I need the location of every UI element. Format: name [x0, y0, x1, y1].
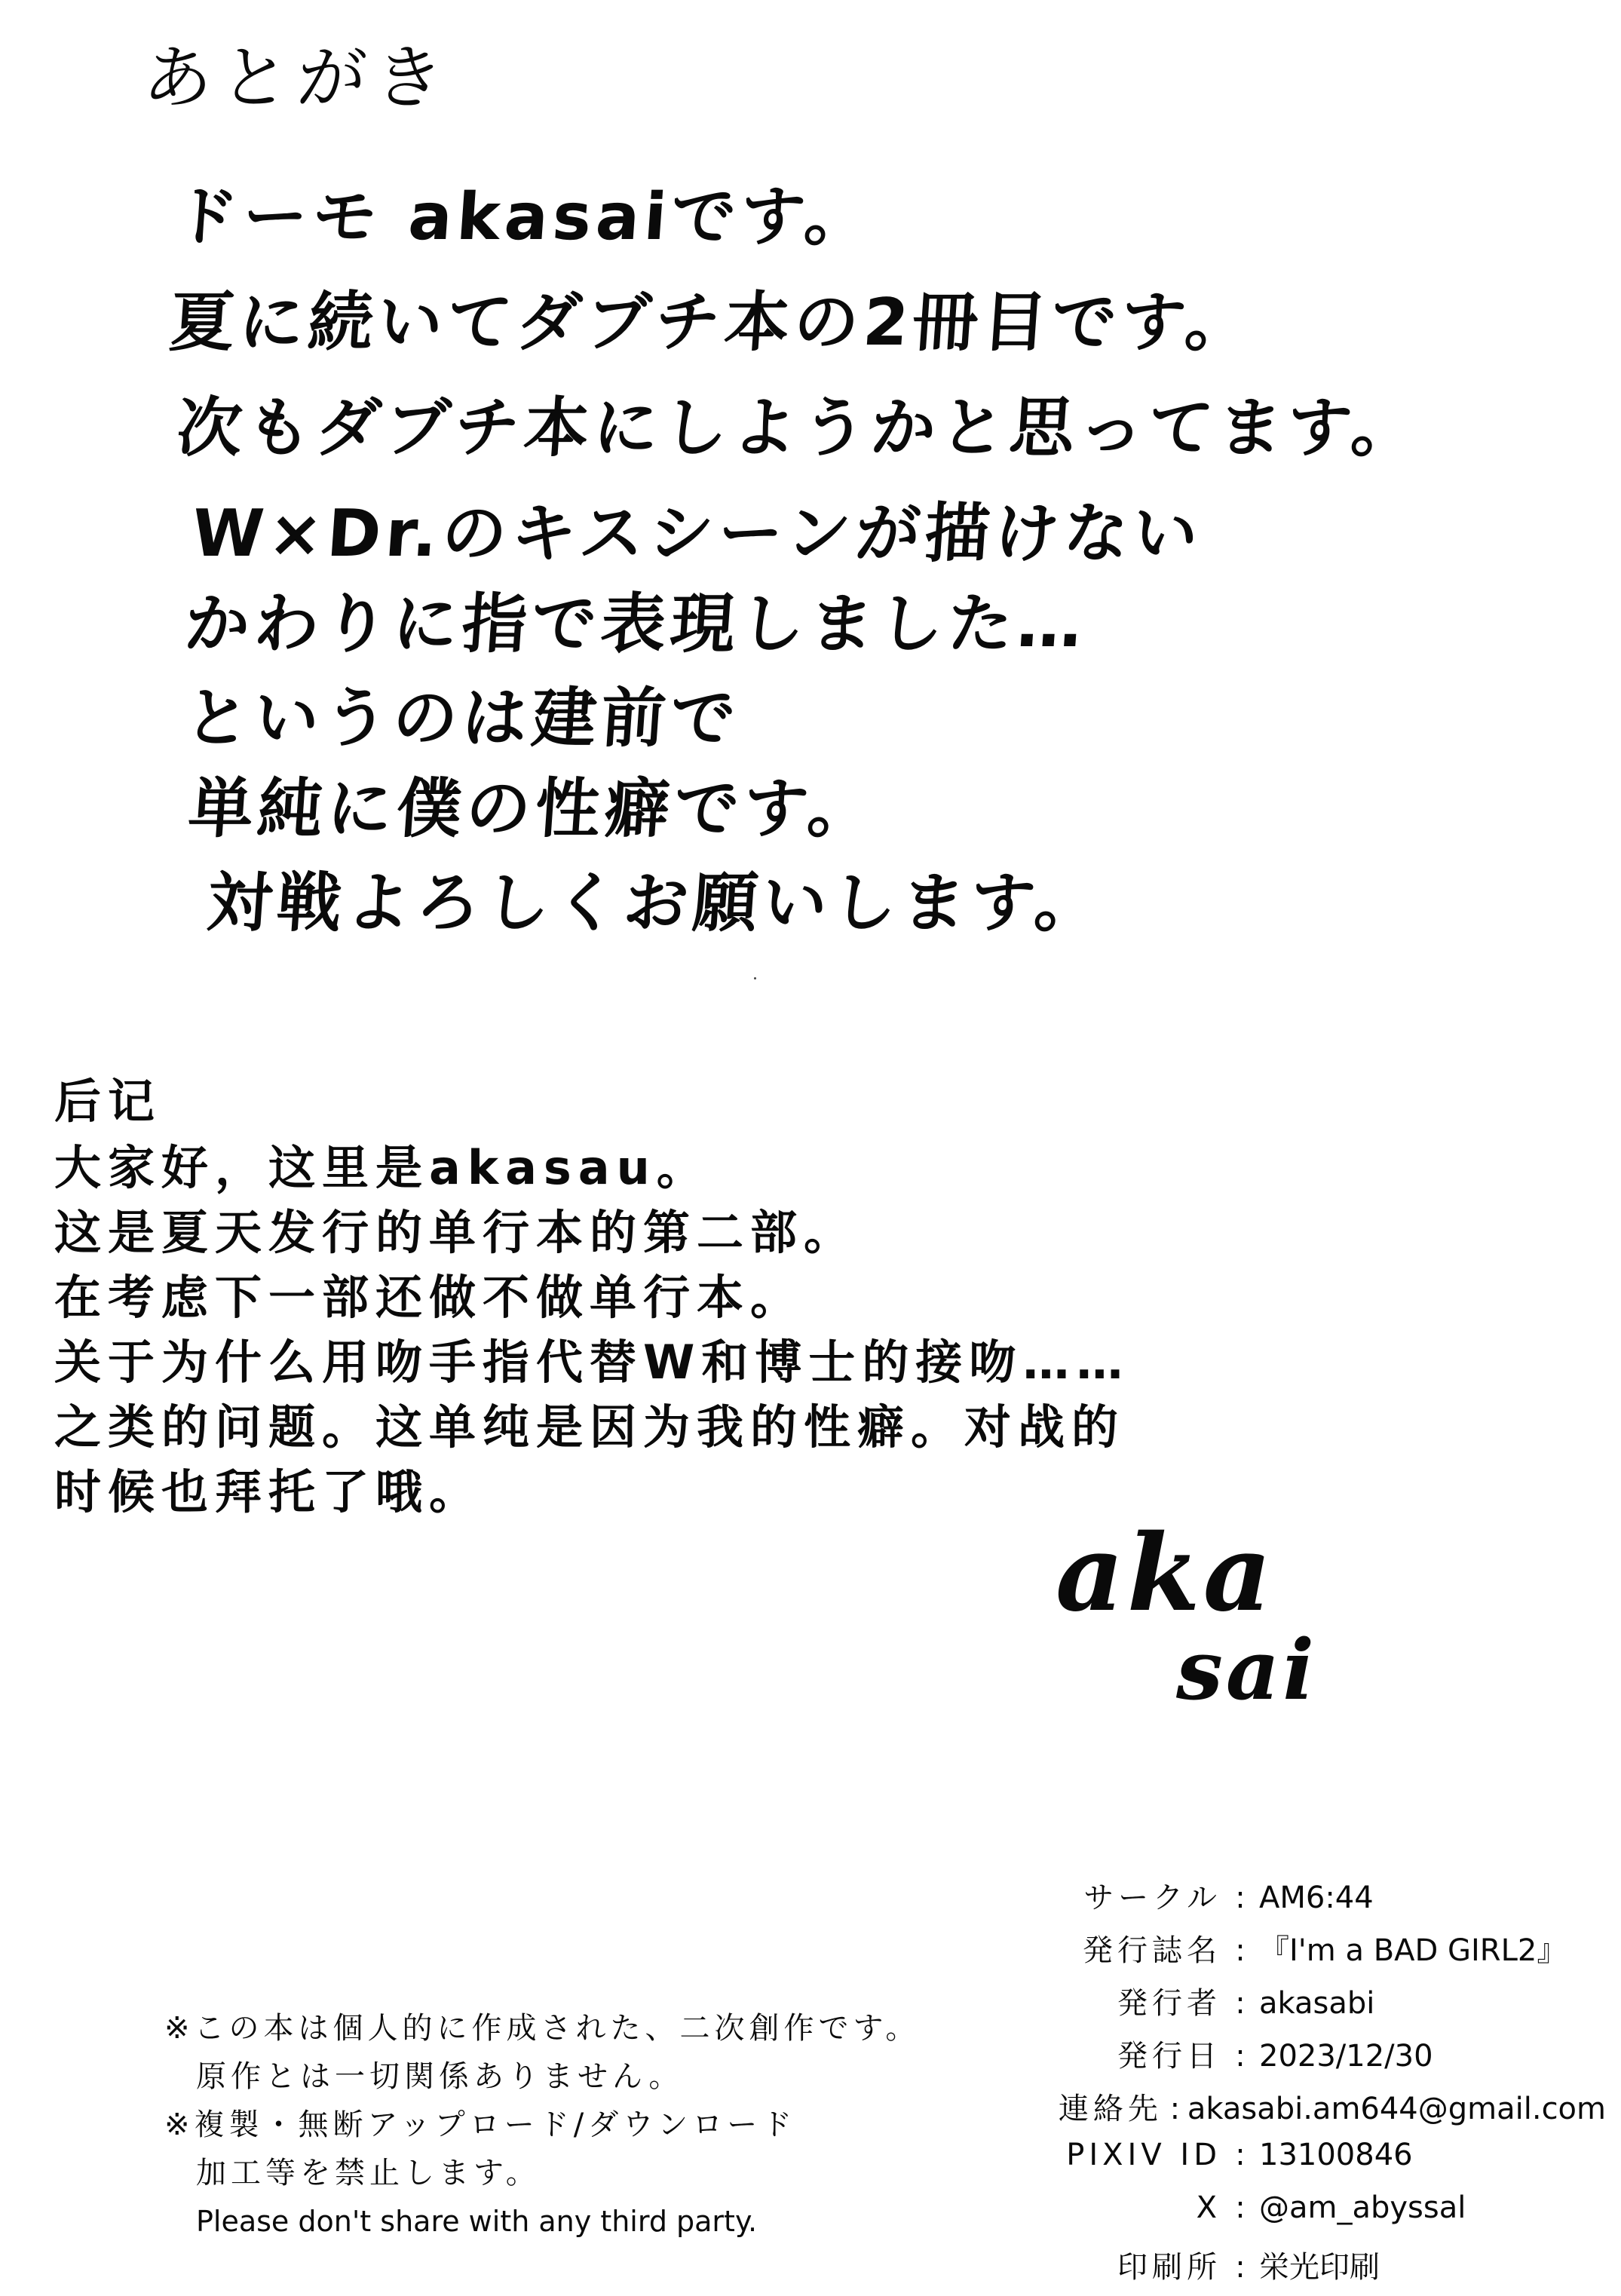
colophon-value-email: akasabi.am644@gmail.com — [1187, 2092, 1606, 2126]
note-line: 加工等を禁止します。 — [196, 2156, 541, 2190]
colophon-row-title — [1048, 1927, 1606, 1979]
colophon-row-contact — [1048, 2085, 1606, 2138]
note-line-english: Please don't share with any third party. — [196, 2205, 758, 2238]
colophon-separator: : — [1235, 2039, 1246, 2074]
colophon-value: 栄光印刷 — [1259, 2250, 1380, 2285]
colophon-label: 発行日 — [1117, 2039, 1221, 2074]
colophon-label: 連絡先 — [1058, 2092, 1163, 2126]
afterword-jp-title: あとがき — [140, 38, 454, 118]
colophon-row-date — [1048, 2032, 1606, 2085]
colophon-label: 発行者 — [1117, 1986, 1221, 2021]
afterword-cn-line: 关于为什么用吻手指代替W和博士的接吻…… — [54, 1335, 1130, 1390]
afterword-cn-line: 在考虑下一部还做不做单行本。 — [54, 1270, 804, 1325]
colophon-label: 印刷所 — [1117, 2250, 1221, 2285]
afterword-jp-line: というのは建前で — [182, 681, 743, 756]
afterword-jp-line: かわりに指で表現しました… — [182, 587, 1089, 662]
signature-line-1: aka — [1056, 1512, 1275, 1635]
colophon-row-x — [1048, 2190, 1606, 2243]
afterword-jp-line: 夏に続いてダブチ本の2冊目です。 — [167, 285, 1258, 360]
colophon-separator: : — [1235, 1881, 1246, 1915]
afterword-jp-line: 対戦よろしくお願いします。 — [204, 866, 1107, 941]
afterword-cn-line: 大家好，这里是akasau。 — [54, 1140, 710, 1195]
colophon-row-circle — [1048, 1874, 1606, 1927]
colophon-value: 13100846 — [1259, 2138, 1413, 2172]
colophon-separator: : — [1235, 2250, 1246, 2285]
colophon-row-printer — [1048, 2243, 1606, 2296]
afterword-cn-title: 后记 — [54, 1074, 162, 1129]
colophon-separator: : — [1235, 2190, 1246, 2225]
colophon-label: X — [1196, 2190, 1221, 2225]
afterword-jp-line: ドーモ akasaiです。 — [170, 179, 877, 255]
colophon-separator: : — [1235, 1933, 1246, 1968]
colophon-label: PIXIV ID — [1066, 2138, 1221, 2172]
colophon-separator: : — [1235, 2138, 1246, 2172]
disclaimer-notes — [164, 2004, 1031, 2245]
signature-line-2: sai — [1176, 1621, 1317, 1718]
afterword-jp-line: 単純に僕の性癖です。 — [185, 771, 880, 847]
stray-dot — [754, 977, 756, 979]
afterword-jp-line: 次もダブチ本にしようかと思ってます。 — [174, 391, 1423, 466]
colophon — [1048, 1874, 1606, 2296]
colophon-value: @am_abyssal — [1259, 2190, 1466, 2225]
afterword-jp-line: W×Dr.のキスシーンが描けない — [189, 496, 1206, 572]
colophon-label: 発行誌名 — [1083, 1933, 1221, 1968]
colophon-separator: : — [1169, 2092, 1181, 2126]
note-line: ※複製・無断アップロード/ダウンロード — [164, 2107, 797, 2142]
colophon-label: サークル — [1083, 1881, 1221, 1915]
afterword-cn-line: 之类的问题。这单纯是因为我的性癖。对战的 — [54, 1399, 1126, 1455]
afterword-cn-line: 这是夏天发行的单行本的第二部。 — [54, 1205, 858, 1260]
note-line: 原作とは一切関係ありません。 — [196, 2059, 684, 2094]
colophon-value: akasabi — [1259, 1986, 1375, 2021]
colophon-row-publisher — [1048, 1979, 1606, 2032]
colophon-value: 2023/12/30 — [1259, 2039, 1433, 2074]
colophon-value: AM6:44 — [1259, 1881, 1374, 1915]
colophon-value: 『I'm a BAD GIRL2』 — [1259, 1933, 1567, 1968]
colophon-row-pixiv — [1048, 2138, 1606, 2190]
colophon-separator: : — [1235, 1986, 1246, 2021]
note-line: ※この本は個人的に作成された、二次創作です。 — [164, 2011, 921, 2046]
afterword-cn-line: 时候也拜托了哦。 — [54, 1464, 483, 1519]
